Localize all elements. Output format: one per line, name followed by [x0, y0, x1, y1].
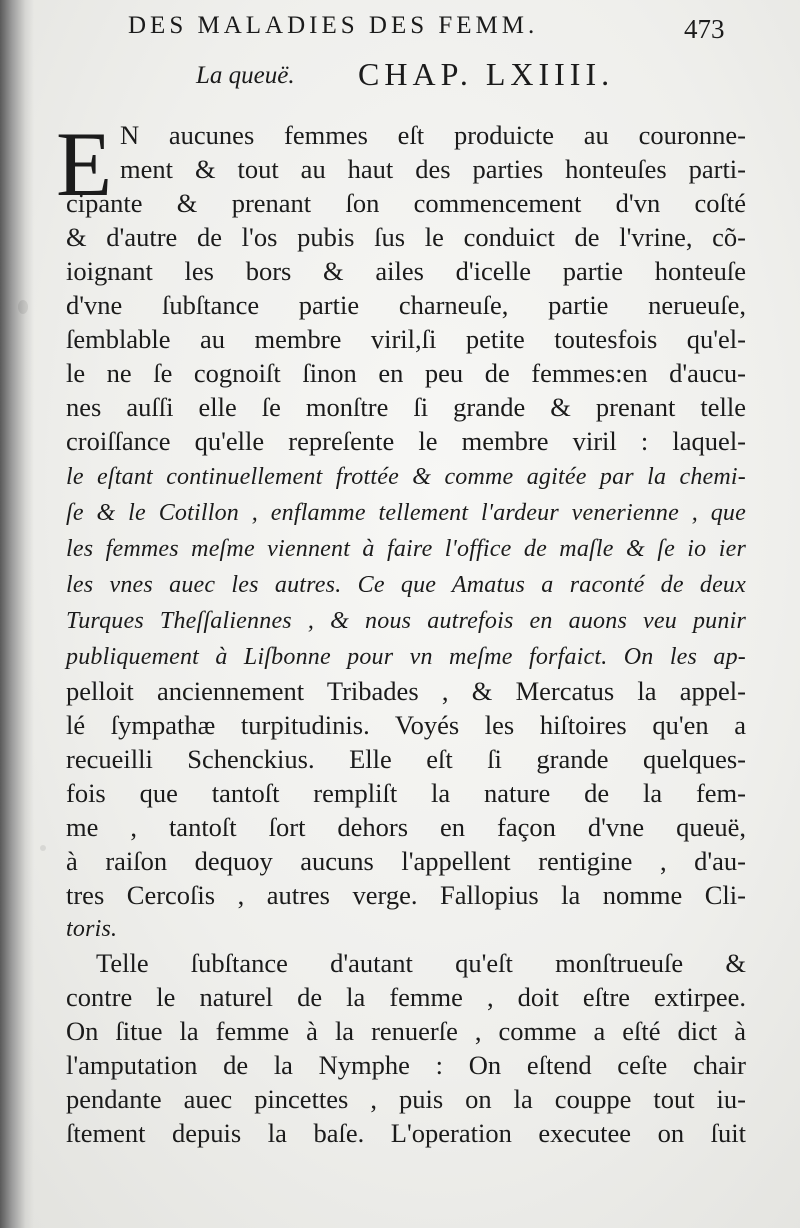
text-line: les vnes auec les autres. Ce que Amatus a raconté de deux	[66, 572, 746, 598]
text-line: N aucunes femmes eſt produicte au couronne-	[120, 120, 746, 150]
page-number: 473	[684, 14, 725, 44]
text-line: croiſſance qu'elle repreſente le membre viril : laquel-	[66, 426, 746, 456]
text-line: lé ſympathæ turpitudinis. Voyés les hiſtoires qu'en a	[66, 710, 746, 740]
text-line: pendante auec pincettes , puis on la couppe tout iu-	[66, 1084, 746, 1114]
paper-stain	[40, 845, 46, 851]
text-line: le ne ſe cognoiſt ſinon en peu de femmes:en d'aucu-	[66, 358, 746, 388]
text-line: Turques Theſſaliennes , & nous autrefois en auons veu punir	[66, 608, 746, 634]
text-line: ſtement depuis la baſe. L'operation executee on ſuit	[66, 1118, 746, 1148]
chapter-heading	[0, 56, 800, 96]
text-line: On ſitue la femme à la renuerſe , comme a eſté dict à	[66, 1016, 746, 1046]
chapter-number: CHAP. LXIIII.	[358, 56, 615, 92]
chapter-subject: La queuë.	[196, 62, 295, 89]
text-line: ment & tout au haut des parties honteuſes parti-	[120, 154, 746, 184]
binding-gutter-shadow	[0, 0, 34, 1228]
text-line: fois que tantoſt rempliſt la nature de la fem-	[66, 778, 746, 808]
text-line: ioignant les bors & ailes d'icelle partie honteuſe	[66, 256, 746, 286]
text-line: recueilli Schenckius. Elle eſt ſi grande quelques-	[66, 744, 746, 774]
text-line: les femmes meſme viennent à faire l'office de maſle & ſe io ier	[66, 536, 746, 562]
text-line: pelloit anciennement Tribades , & Mercatus la appel-	[66, 676, 746, 706]
running-title: DES MALADIES DES FEMM.	[128, 12, 539, 39]
text-line: l'amputation de la Nymphe : On eſtend ceſte chair	[66, 1050, 746, 1080]
text-line: ſemblable au membre viril,ſi petite toutesfois qu'el-	[66, 324, 746, 354]
text-line: le eſtant continuellement frottée & comme agitée par la chemi-	[66, 464, 746, 490]
text-line: Telle ſubſtance d'autant qu'eſt monſtrueuſe &	[96, 948, 746, 978]
text-line: à raiſon dequoy aucuns l'appellent rentigine , d'au-	[66, 846, 746, 876]
drop-cap: E	[56, 113, 113, 215]
text-line: cipante & prenant ſon commencement d'vn coſté	[66, 188, 746, 218]
text-line: me , tantoſt ſort dehors en façon d'vne queuë,	[66, 812, 746, 842]
text-line: & d'autre de l'os pubis ſus le conduict de l'vrine, cõ-	[66, 222, 746, 252]
text-line: publiquement à Liſbonne pour vn meſme forfaict. On les ap-	[66, 644, 746, 670]
text-line: d'vne ſubſtance partie charneuſe, partie nerueuſe,	[66, 290, 746, 320]
text-line: nes auſſi elle ſe monſtre ſi grande & prenant telle	[66, 392, 746, 422]
running-head	[0, 12, 800, 46]
paper-stain	[18, 300, 28, 314]
text-line: contre le naturel de la femme , doit eſtre extirpee.	[66, 982, 746, 1012]
text-line: tres Cercoſis , autres verge. Fallopius la nomme Cli-	[66, 880, 746, 910]
text-line: toris.	[66, 916, 118, 942]
text-line: ſe & le Cotillon , enflamme tellement l'ardeur venerienne , que	[66, 500, 746, 526]
